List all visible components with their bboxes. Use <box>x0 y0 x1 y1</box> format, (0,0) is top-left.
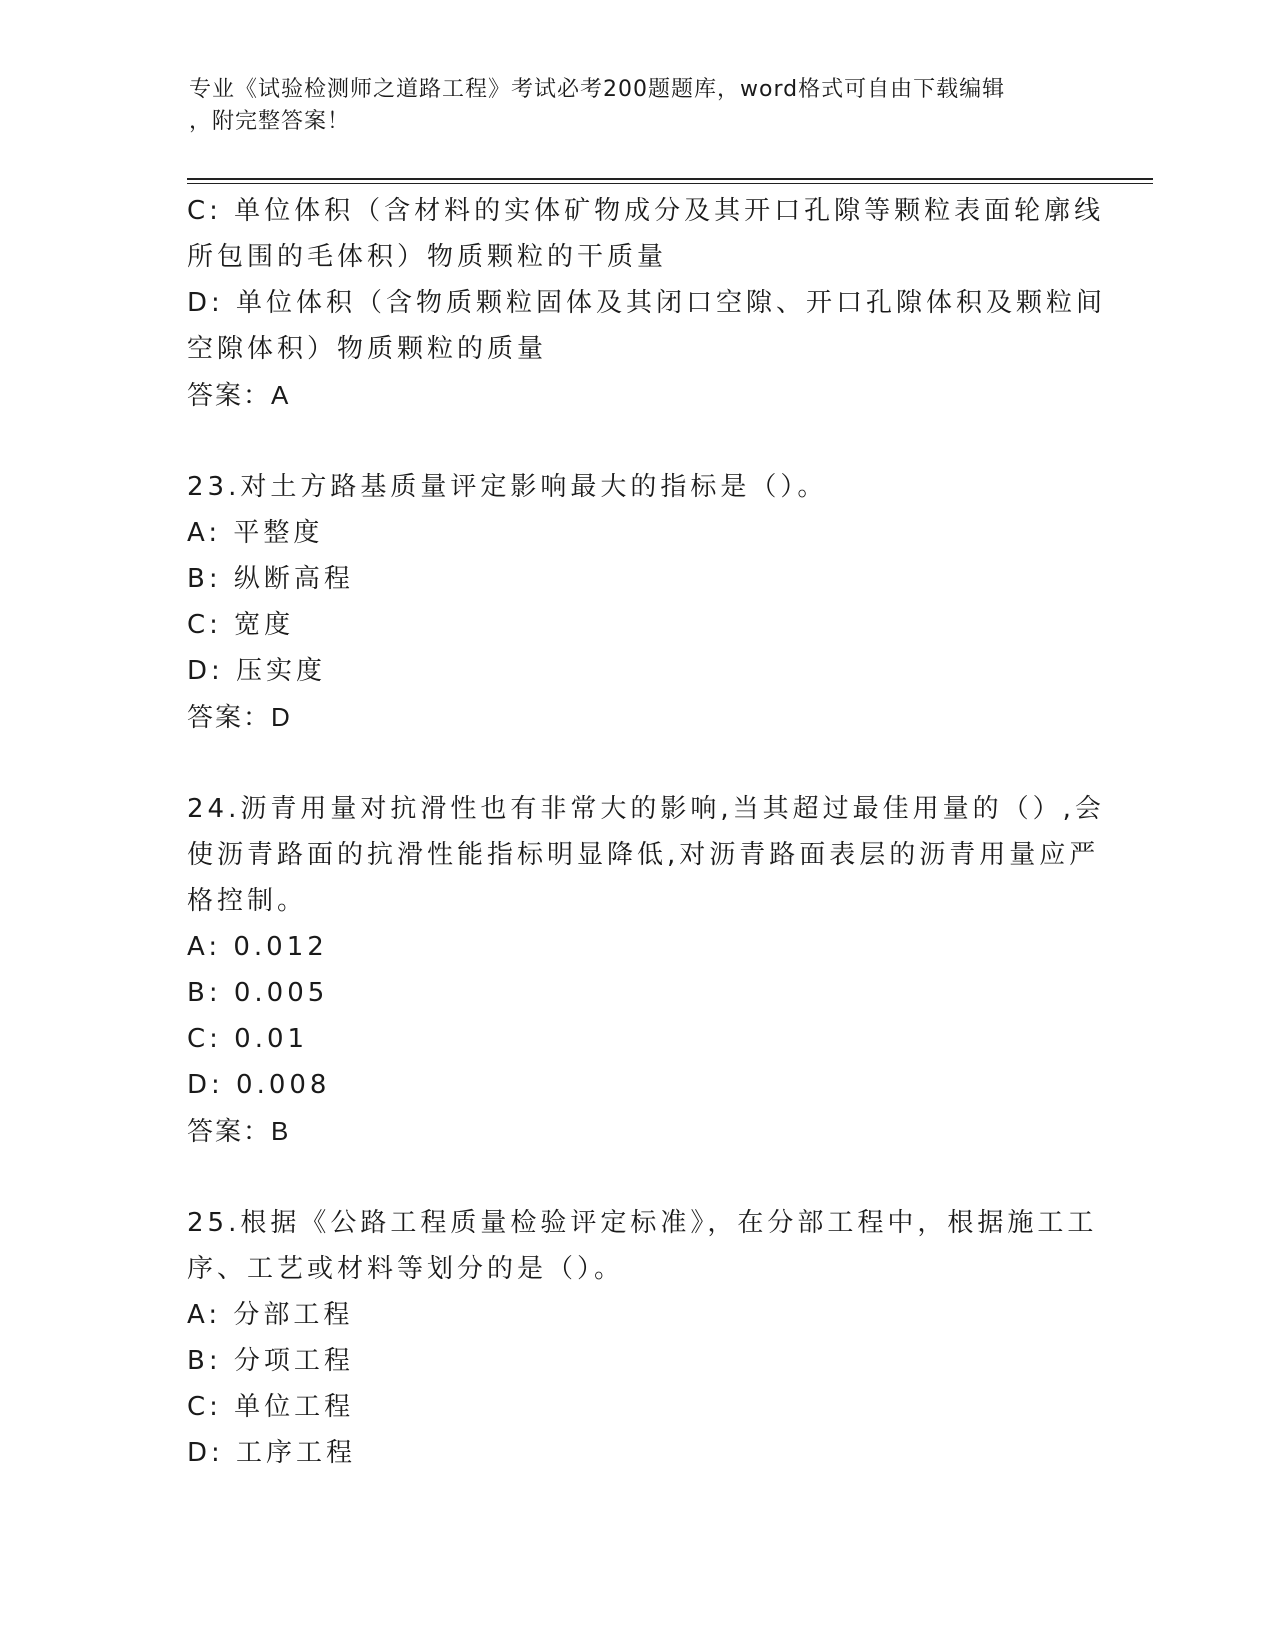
document-header <box>189 74 1069 138</box>
spacer <box>187 740 1077 786</box>
option-c-line-1: C: 单位体积（含材料的实体矿物成分及其开口孔隙等颗粒表面轮廓线 <box>187 196 1105 226</box>
option-d-line-2: 空隙体积）物质颗粒的质量 <box>187 334 548 364</box>
question-25-option-d: D: 工序工程 <box>187 1438 357 1468</box>
question-25-stem-line-2: 序、工艺或材料等划分的是（）。 <box>187 1254 625 1284</box>
question-25-option-b: B: 分项工程 <box>187 1346 354 1376</box>
question-23-stem: 23.对土方路基质量评定影响最大的指标是（）。 <box>187 472 828 502</box>
spacer <box>187 418 1077 464</box>
question-25-option-a: A: 分部工程 <box>187 1300 354 1330</box>
question-23-option-b: B: 纵断高程 <box>187 564 354 594</box>
question-25-option-c: C: 单位工程 <box>187 1392 355 1422</box>
header-title-line-2: ，附完整答案！ <box>189 109 351 134</box>
question-24-stem-line-2: 使沥青路面的抗滑性能指标明显降低,对沥青路面表层的沥青用量应严 <box>187 840 1100 870</box>
option-d-line-1: D: 单位体积（含物质颗粒固体及其闭口空隙、开口孔隙体积及颗粒间 <box>187 288 1107 318</box>
spacer <box>187 1154 1077 1200</box>
header-title-line-1: 专业《试验检测师之道路工程》考试必考200题题库，word格式可自由下载编辑 <box>189 77 1006 102</box>
question-24-stem-line-1: 24.沥青用量对抗滑性也有非常大的影响,当其超过最佳用量的（）,会 <box>187 794 1105 824</box>
question-content <box>187 188 1107 1476</box>
question-23-answer: 答案：D <box>187 702 292 732</box>
header-divider <box>187 178 1153 180</box>
question-25-stem-line-1: 25.根据《公路工程质量检验评定标准》，在分部工程中，根据施工工 <box>187 1208 1098 1238</box>
question-24-option-d: D: 0.008 <box>187 1070 331 1100</box>
question-24-option-a: A: 0.012 <box>187 932 328 962</box>
question-24-stem-line-3: 格控制。 <box>187 886 308 916</box>
header-divider-thin <box>187 183 1153 184</box>
question-24-answer: 答案：B <box>187 1116 291 1146</box>
question-23-option-d: D: 压实度 <box>187 656 327 686</box>
question-23-option-c: C: 宽度 <box>187 610 295 640</box>
option-c-line-2: 所包围的毛体积）物质颗粒的干质量 <box>187 242 668 272</box>
answer-prev: 答案：A <box>187 380 291 410</box>
question-24-option-b: B: 0.005 <box>187 978 329 1008</box>
question-23-option-a: A: 平整度 <box>187 518 324 548</box>
question-24-option-c: C: 0.01 <box>187 1024 309 1054</box>
